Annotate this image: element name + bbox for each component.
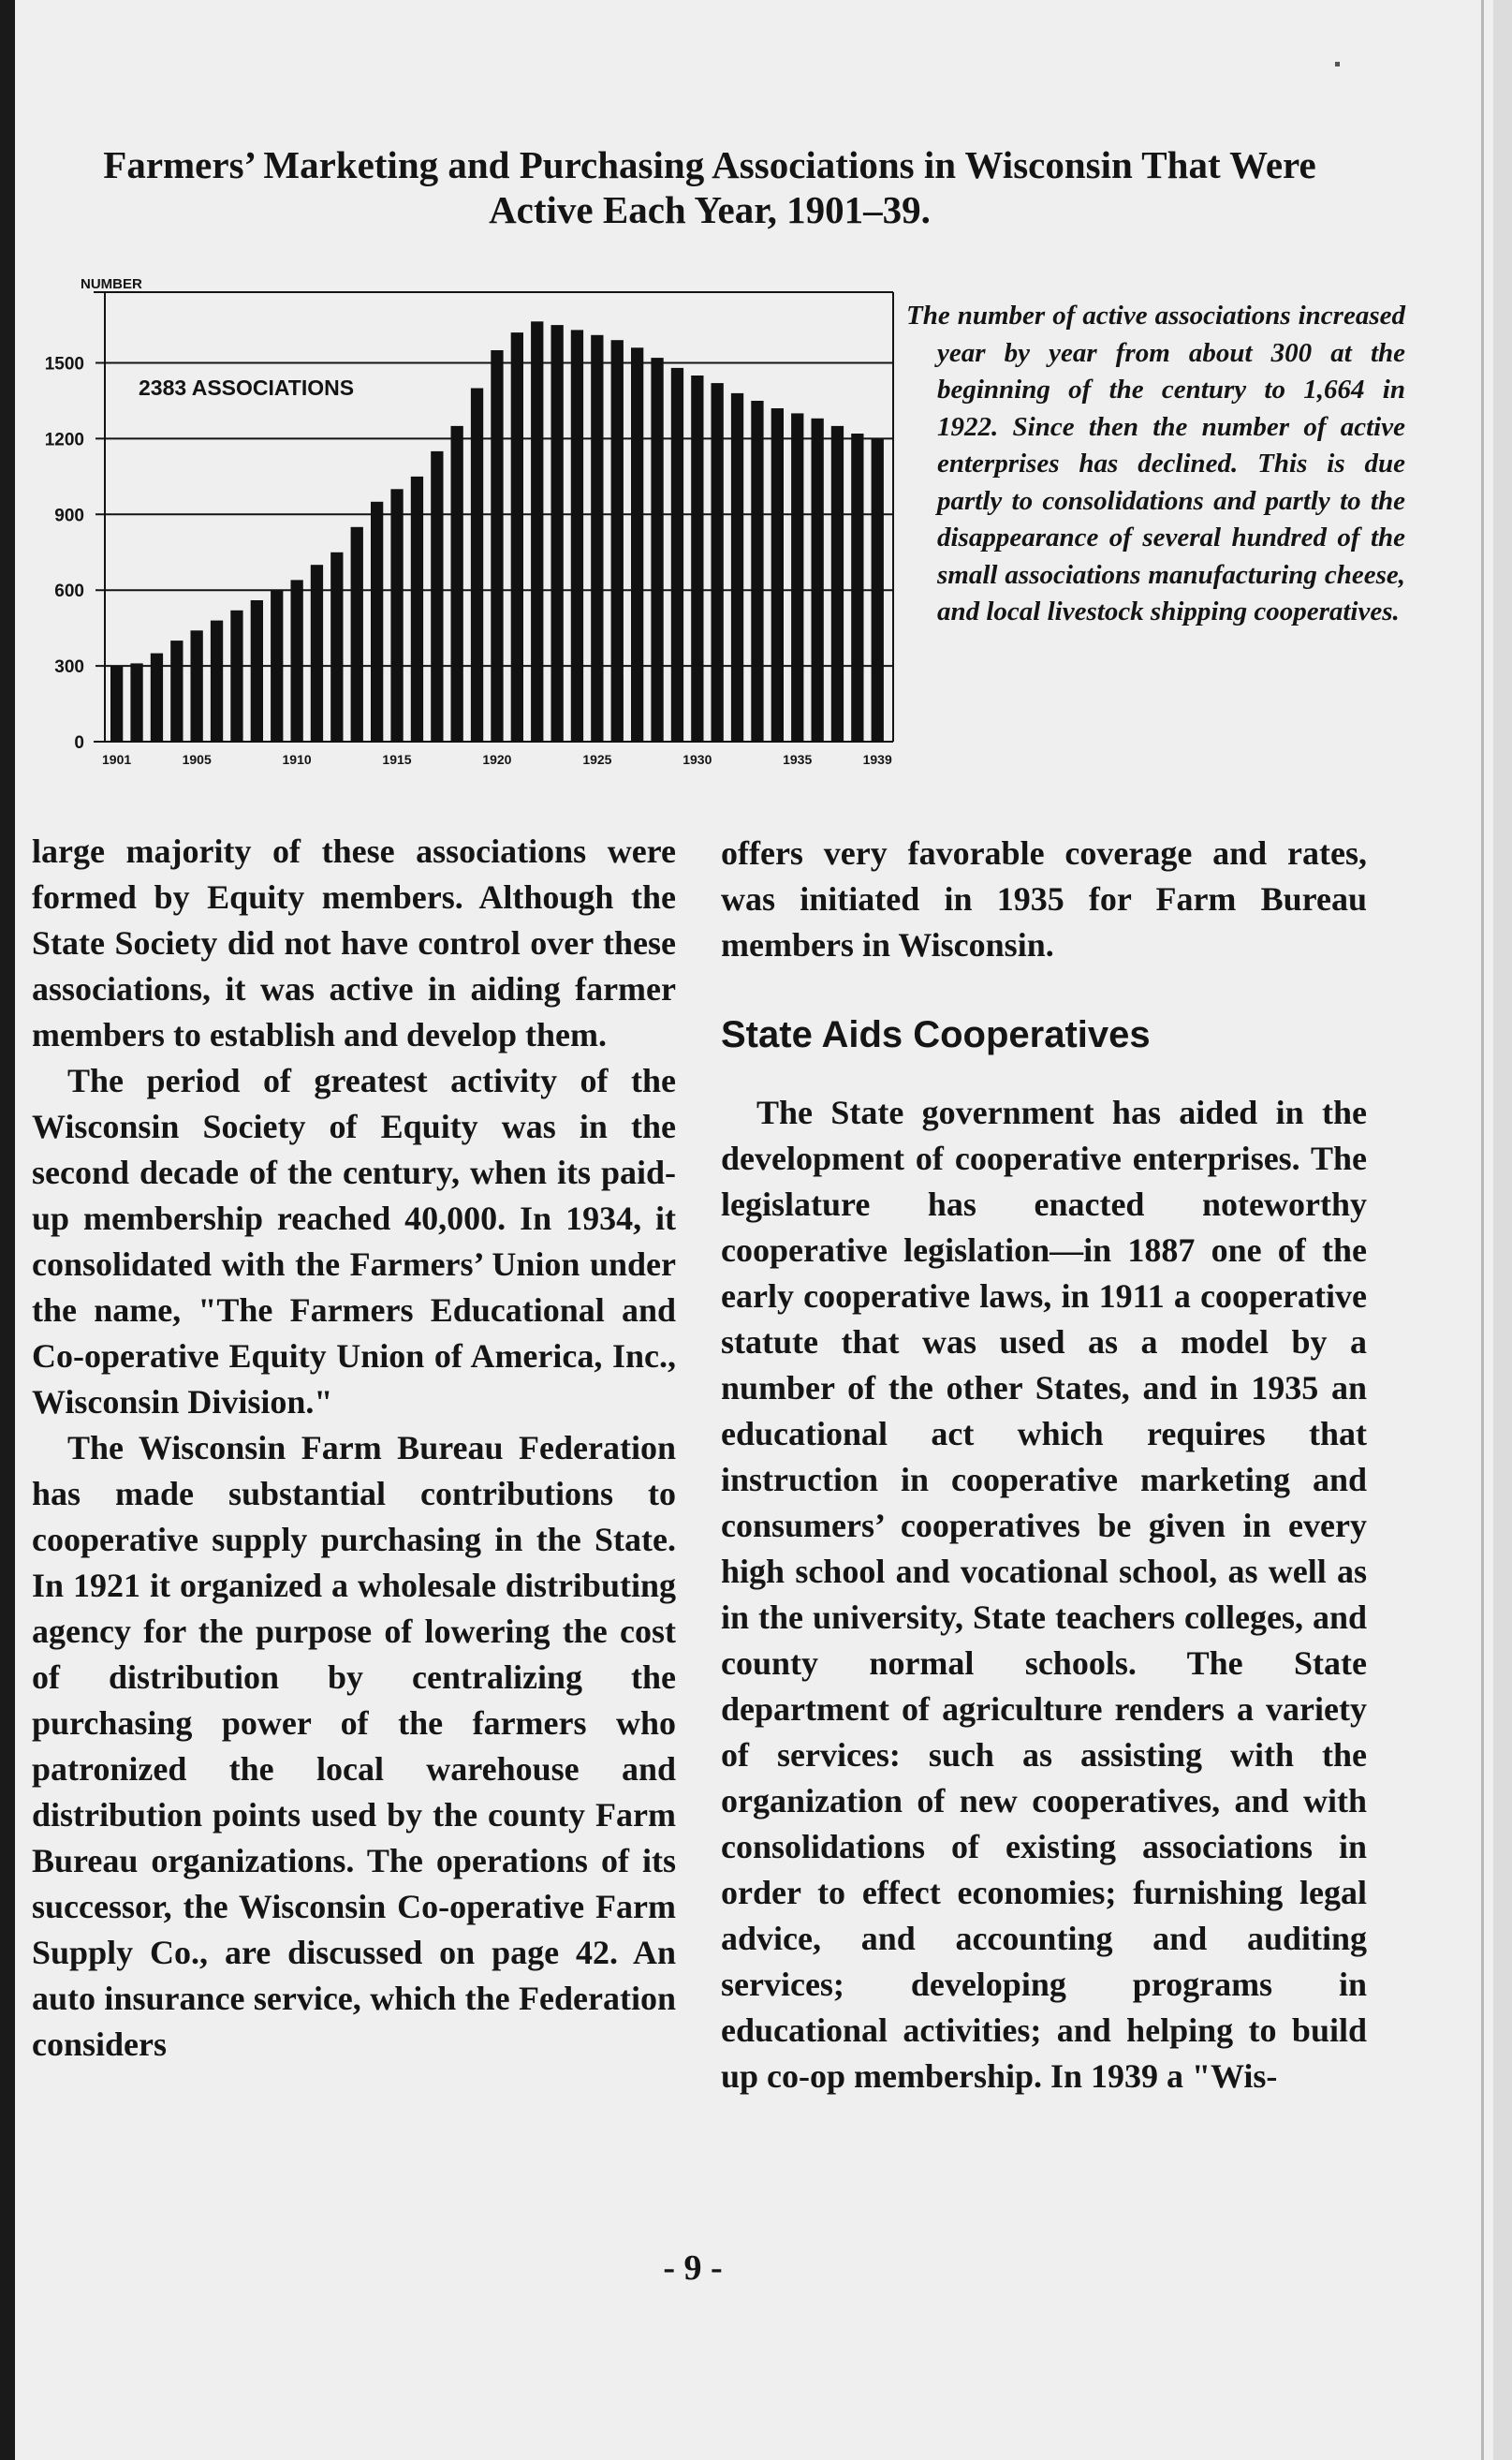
chart-bar-1938 xyxy=(851,434,863,742)
chart-bar-1919 xyxy=(471,389,483,743)
chart-bar-1928 xyxy=(651,358,663,742)
chart-bar-1902 xyxy=(130,663,142,742)
chart-bar-1932 xyxy=(731,393,743,742)
chart-bar-1920 xyxy=(491,350,503,742)
chart-annotation: 2383 ASSOCIATIONS xyxy=(139,376,355,400)
chart-bar-1927 xyxy=(631,347,643,742)
chart-bar-1905 xyxy=(191,630,203,742)
chart-bar-1934 xyxy=(771,408,784,742)
chart-bar-1925 xyxy=(591,335,603,742)
chart-x-tick-label: 1915 xyxy=(382,752,412,767)
chart-bar-1921 xyxy=(511,332,523,742)
chart-x-tick-label: 1925 xyxy=(582,752,612,767)
chart-x-tick-label: 1910 xyxy=(282,752,312,767)
chart-bar-1904 xyxy=(170,641,183,742)
chart-bar-1906 xyxy=(211,621,223,742)
chart-bar-1933 xyxy=(751,401,763,742)
chart-y-tick-label: 1200 xyxy=(44,430,84,450)
chart-y-tick-label: 900 xyxy=(54,506,84,526)
chart-bar-1909 xyxy=(271,590,283,742)
chart-bar-1918 xyxy=(451,426,463,742)
chart-bar-1913 xyxy=(351,527,363,742)
chart-bar-1935 xyxy=(791,413,803,742)
chart-x-tick-label: 1930 xyxy=(683,752,712,767)
chart-y-tick-label: 1500 xyxy=(44,354,84,375)
chart-bar-1915 xyxy=(390,489,403,742)
chart-x-tick-label: 1901 xyxy=(102,752,132,767)
right-paragraph-1: offers very favorable coverage and rates, was initiated in 1935 for Farm Bureau members in Wisconsin. xyxy=(721,834,1367,964)
chart-bar-1937 xyxy=(831,426,844,742)
chart-bar-1911 xyxy=(311,565,323,742)
figure-title xyxy=(36,142,1384,232)
chart-y-tick-label: 0 xyxy=(74,733,84,753)
right-text-column xyxy=(721,831,1367,2099)
chart-bar-1926 xyxy=(611,340,624,742)
page-edge-shadow xyxy=(1493,0,1512,2460)
chart-bar-1914 xyxy=(371,502,383,742)
page-edge-rule xyxy=(1481,0,1484,2460)
chart-x-tick-label: 1920 xyxy=(482,752,512,767)
chart-bar-1917 xyxy=(431,451,443,742)
associations-bar-chart xyxy=(28,272,892,796)
chart-x-tick-label: 1939 xyxy=(862,752,892,767)
chart-bar-1923 xyxy=(551,325,564,742)
chart-y-axis-label: NUMBER xyxy=(81,276,142,292)
chart-bar-1910 xyxy=(291,580,303,742)
chart-x-tick-label: 1935 xyxy=(783,752,813,767)
figure-title-line-1: Farmers’ Marketing and Purchasing Associations in Wisconsin That Were xyxy=(103,143,1316,186)
chart-x-tick-label: 1905 xyxy=(182,752,212,767)
left-paragraph-2: The period of greatest activity of the Wisconsin Society of Equity was in the second decade of the century, when its paid-up membership reached 40,000. In 1934, it consolidated with the Farmers’ Union under the name, "The Farmers Educational and Co-operative Equity Union of America, Inc., Wisconsin Division." xyxy=(32,1062,676,1421)
left-paragraph-1: large majority of these associations were formed by Equity members. Although the State Society did not have control over these associations, it was active in aiding farmer members to establish and develop them. xyxy=(32,832,676,1053)
chart-x-tick-labels xyxy=(102,752,892,767)
section-heading: State Aids Cooperatives xyxy=(721,1014,1151,1055)
page-binding-edge xyxy=(0,0,15,2460)
chart-bar-1939 xyxy=(872,438,884,742)
chart-y-tick-label: 300 xyxy=(54,657,84,678)
chart-bar-1930 xyxy=(691,376,703,742)
figure-caption: The number of active associations increased year by year from about 300 at the beginning of the century to 1,664 in 1922. Since then the number of active enterprises has declined. This is due partly to consolidations and partly to the disappearance of several hundred of the small associations manufacturing cheese, and local livestock shipping cooperatives. xyxy=(906,301,1405,626)
print-speck xyxy=(1335,62,1340,66)
left-paragraph-3: The Wisconsin Farm Bureau Federation has made substantial contributions to cooperative supply purchasing in the State. In 1921 it organized a wholesale distributing agency for the purpose of lowering the cost of distribution by centralizing the purchasing power of the farmers who patronized the local warehouse and distribution points used by the county Farm Bureau organizations. The operations of its successor, the Wisconsin Co-operative Farm Supply Co., are discussed on page 42. An auto insurance service, which the Federation considers xyxy=(32,1429,676,2063)
chart-bar-1901 xyxy=(110,666,123,742)
chart-bar-1929 xyxy=(671,368,683,742)
chart-bar-1936 xyxy=(812,419,824,742)
chart-bar-1908 xyxy=(251,600,263,742)
chart-bar-1924 xyxy=(571,330,583,742)
chart-bar-1931 xyxy=(712,383,724,742)
chart-y-tick-labels xyxy=(45,355,84,753)
right-paragraph-2: The State government has aided in the development of cooperative enterprises. The legislature has enacted noteworthy cooperative legislation—in 1887 one of the early cooperative laws, in 1911 a cooperative statute that was used as a model by a number of the other States, and in 1935 an educational act which requires that instruction in cooperative marketing and consumers’ cooperatives be given in every high school and vocational school, as well as in the university, State teachers colleges, and county normal schools. The State department of agriculture renders a variety of services: such as assisting with the organization of new cooperatives, and with consolidations of existing associations in order to effect economies; furnishing legal advice, and accounting and auditing services; developing programs in educational activities; and helping to build up co-op membership. In 1939 a "Wis- xyxy=(721,1094,1367,2095)
chart-y-tick-label: 600 xyxy=(54,582,84,602)
figure-title-line-2: Active Each Year, 1901–39. xyxy=(489,188,931,231)
chart-bar-1907 xyxy=(230,611,242,742)
chart-bar-1916 xyxy=(411,477,423,742)
page-number: - 9 - xyxy=(663,2248,723,2288)
chart-bar-1912 xyxy=(330,552,343,742)
chart-bar-1922 xyxy=(531,321,543,742)
chart-bar-1903 xyxy=(151,654,163,742)
left-text-column xyxy=(32,829,676,2068)
